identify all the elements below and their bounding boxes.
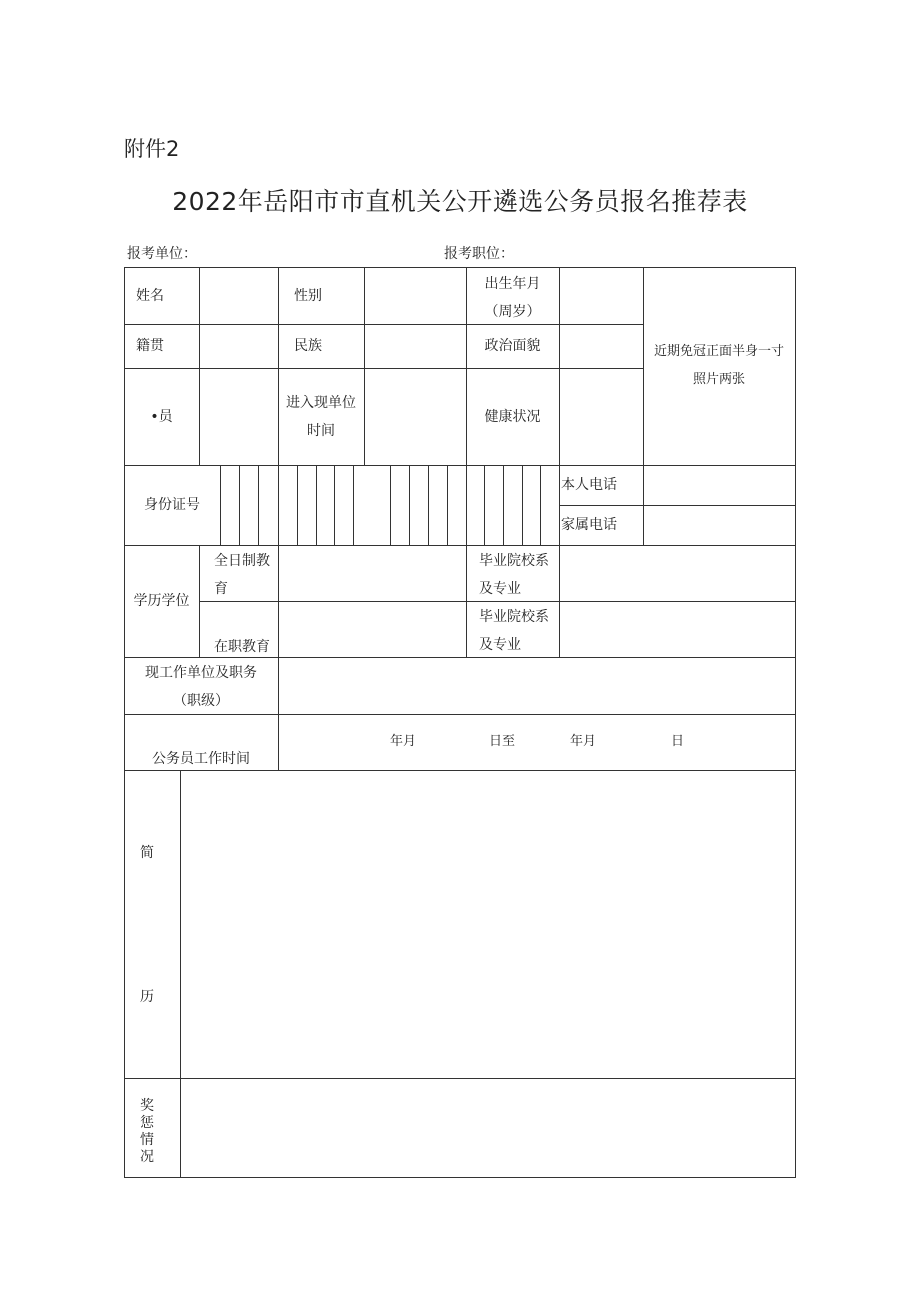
entry-time-line2: 时间: [307, 422, 335, 439]
health-label: 健康状况: [484, 408, 541, 425]
grid-line: [409, 465, 410, 545]
grid-line: [364, 267, 365, 465]
unit-label: 报考单位：: [127, 246, 197, 262]
birth-label-line2: （周岁）: [484, 303, 541, 320]
date-day-1: 日至: [489, 734, 516, 749]
photo-text-line2: 照片两张: [692, 372, 745, 387]
grid-line: [466, 465, 467, 545]
member-type-label: •员: [150, 408, 173, 425]
grid-line: [522, 465, 523, 545]
school-major-label-2: [479, 603, 549, 659]
fulltime-line1: 全日制教: [214, 553, 270, 569]
grid-line: [124, 368, 643, 369]
grid-line: [124, 465, 796, 466]
grid-line: [199, 267, 200, 465]
gender-label: 性别: [294, 287, 322, 304]
grid-line: [297, 465, 298, 545]
grid-line: [124, 324, 643, 325]
grid-line: [540, 465, 541, 545]
school-major-2-line2: 及专业: [479, 637, 521, 653]
position-label: 报考职位：: [444, 246, 514, 262]
grid-line: [559, 267, 560, 465]
onjob-education-label: 在职教育: [214, 639, 270, 655]
grid-line: [643, 465, 644, 545]
school-major-2-line1: 毕业院校系: [479, 609, 549, 625]
date-day-2: 日: [671, 734, 685, 749]
birth-label: [466, 269, 559, 326]
grid-line: [334, 465, 335, 545]
grid-line: [124, 1177, 796, 1178]
photo-text-line1: 近期免冠正面半身一寸: [653, 344, 784, 359]
fulltime-line2: 育: [214, 581, 228, 597]
work-unit-line1: 现工作单位及职务: [145, 665, 257, 681]
school-major-line1: 毕业院校系: [479, 553, 549, 569]
date-year-2: 年月: [570, 734, 597, 749]
grid-line: [239, 465, 240, 545]
work-unit-label: [124, 659, 278, 715]
grid-line: [278, 465, 279, 545]
grid-line: [199, 545, 200, 657]
photo-placeholder: [643, 267, 795, 465]
grid-line: [390, 465, 391, 545]
grid-line: [466, 545, 467, 657]
registration-form: [124, 267, 796, 1178]
attachment-label: 附件2: [124, 137, 180, 161]
cs-time-label: 公务员工作时间: [152, 751, 250, 767]
grid-line: [220, 465, 221, 545]
grid-line: [353, 465, 354, 545]
grid-line: [258, 465, 259, 545]
fulltime-education-label: [214, 547, 270, 603]
resume-label-bottom: 历: [140, 989, 154, 1005]
name-label: 姓名: [136, 287, 164, 304]
grid-line: [124, 1078, 796, 1079]
date-year-1: 年月: [390, 734, 417, 749]
school-major-line2: 及专业: [479, 581, 521, 597]
family-phone-label: 家属电话: [561, 517, 617, 533]
grid-line: [795, 267, 796, 1178]
id-number-label: 身份证号: [144, 497, 200, 513]
entry-time-label: [278, 368, 364, 465]
own-phone-label: 本人电话: [561, 477, 617, 493]
grid-line: [278, 545, 279, 714]
grid-line: [278, 714, 279, 770]
ethnicity-label: 民族: [294, 338, 322, 354]
school-major-label: [479, 547, 549, 603]
form-title: 2022年岳阳市市直机关公开遴选公务员报名推荐表: [172, 187, 748, 216]
political-status-label: 政治面貌: [484, 338, 541, 354]
grid-line: [503, 465, 504, 545]
entry-time-line1: 进入现单位: [286, 394, 356, 411]
education-label: 学历学位: [133, 593, 190, 609]
native-place-label: 籍贯: [136, 338, 164, 354]
reward-label: 奖惩情况: [140, 1098, 154, 1165]
birth-label-line1: 出生年月: [484, 275, 541, 292]
grid-line: [559, 545, 560, 657]
grid-line: [484, 465, 485, 545]
grid-line: [124, 545, 796, 546]
grid-line: [316, 465, 317, 545]
grid-line: [447, 465, 448, 545]
resume-label-top: 简: [140, 845, 154, 861]
work-unit-line2: （职级）: [173, 693, 229, 709]
grid-line: [428, 465, 429, 545]
grid-line: [180, 770, 181, 1178]
